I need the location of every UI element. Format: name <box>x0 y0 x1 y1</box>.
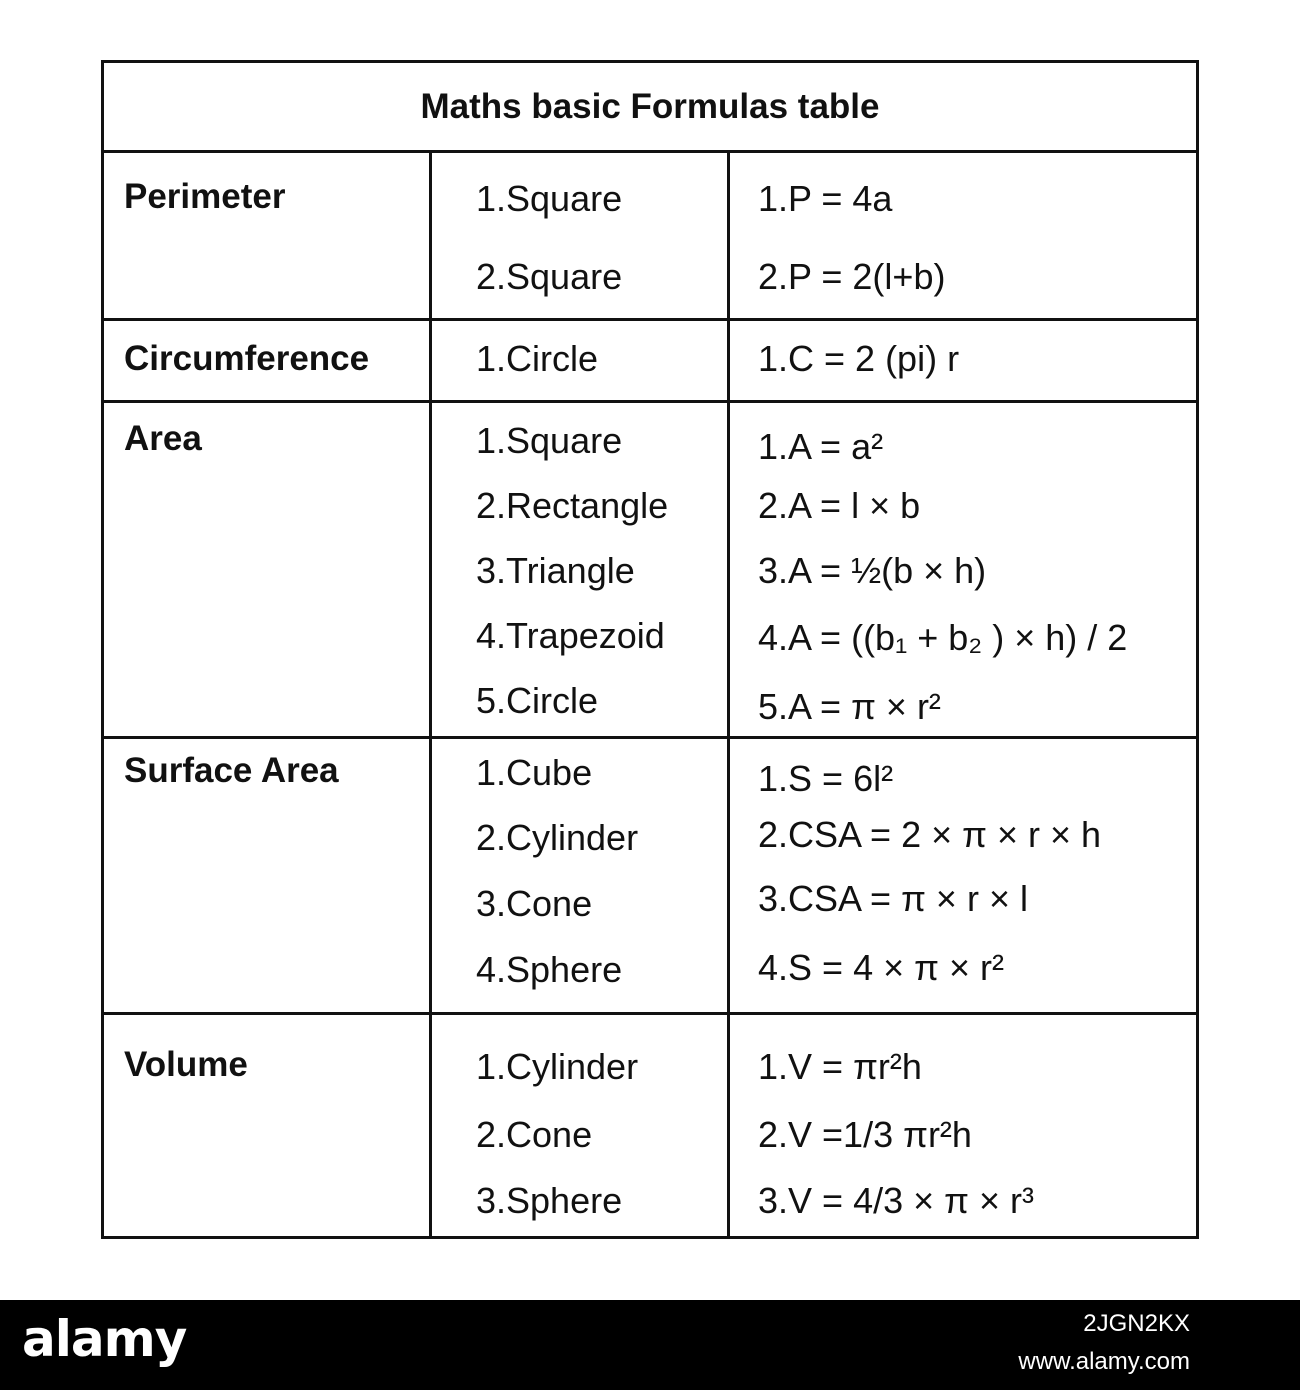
shape-item: 3.Sphere <box>476 1180 623 1221</box>
formula-item: 1.A = a² <box>758 426 884 467</box>
category-label: Surface Area <box>124 751 339 790</box>
image-id: 2JGN2KX <box>1083 1310 1190 1337</box>
shape-item: 1.Circle <box>476 338 599 379</box>
shape-item: 3.Cone <box>476 883 593 924</box>
formula-item: 4.A = ((b₁ + b₂ ) × h) / 2 <box>758 617 1128 658</box>
row-circumference <box>104 321 1196 403</box>
formula-item: 4.S = 4 × π × r² <box>758 947 1004 988</box>
site-url: www.alamy.com <box>1018 1348 1190 1375</box>
shape-item: 3.Triangle <box>476 550 635 591</box>
shape-item: 1.Square <box>476 178 623 219</box>
formula-item: 1.P = 4a <box>758 178 893 219</box>
category-label: Perimeter <box>124 177 286 216</box>
row-area <box>104 403 1196 739</box>
shape-item: 1.Square <box>476 420 623 461</box>
formulas-table <box>101 60 1199 1239</box>
formula-item: 3.V = 4/3 × π × r³ <box>758 1180 1034 1221</box>
row-surface-area <box>104 739 1196 1015</box>
shape-item: 5.Circle <box>476 680 599 721</box>
formula-item: 1.C = 2 (pi) r <box>758 338 960 379</box>
formula-item: 2.P = 2(l+b) <box>758 256 946 297</box>
shape-item: 2.Cone <box>476 1114 593 1155</box>
formula-item: 1.V = πr²h <box>758 1046 922 1087</box>
formula-item: 2.CSA = 2 × π × r × h <box>758 814 1102 855</box>
shape-item: 4.Sphere <box>476 949 623 990</box>
formula-item: 3.A = ½(b × h) <box>758 550 987 591</box>
formula-item: 2.V =1/3 πr²h <box>758 1114 972 1155</box>
row-perimeter <box>104 153 1196 321</box>
shape-item: 1.Cylinder <box>476 1046 639 1087</box>
formula-item: 1.S = 6l² <box>758 758 894 799</box>
alamy-logo: alamy <box>22 1310 187 1368</box>
formula-item: 3.CSA = π × r × l <box>758 878 1028 919</box>
shape-item: 1.Cube <box>476 752 593 793</box>
watermark-footer <box>0 1300 1300 1390</box>
shape-item: 4.Trapezoid <box>476 615 665 656</box>
shape-item: 2.Rectangle <box>476 485 669 526</box>
formula-item: 5.A = π × r² <box>758 686 941 727</box>
category-label: Area <box>124 419 202 458</box>
formula-item: 2.A = l × b <box>758 485 921 526</box>
category-label: Circumference <box>124 339 370 378</box>
table-title: Maths basic Formulas table <box>104 63 1196 153</box>
row-volume <box>104 1015 1196 1236</box>
category-label: Volume <box>124 1045 248 1084</box>
shape-item: 2.Square <box>476 256 623 297</box>
shape-item: 2.Cylinder <box>476 817 639 858</box>
